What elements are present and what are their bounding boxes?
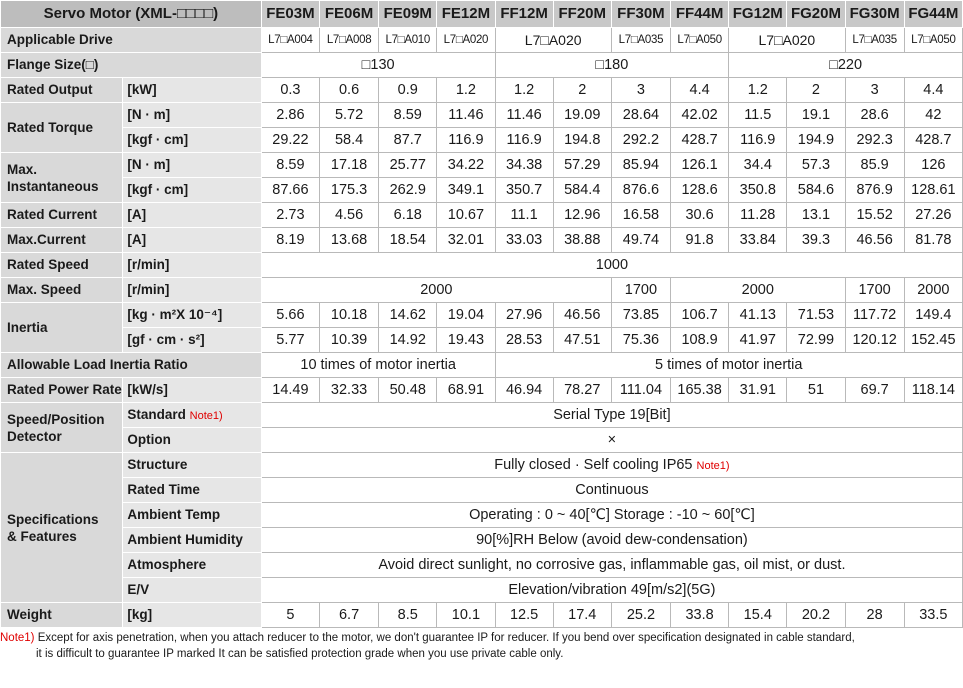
row-unit: [kW]: [123, 78, 261, 103]
cell: 6.18: [379, 203, 437, 228]
row-label: Rated Power Rate: [1, 378, 123, 403]
cell: 10.39: [319, 328, 378, 353]
row-inertia-kgm2: [1, 303, 963, 328]
cell: □180: [495, 53, 729, 78]
cell: 28.53: [495, 328, 553, 353]
model-header: FF30M: [611, 1, 670, 28]
row-label: [1, 403, 123, 453]
row-unit: [A]: [123, 203, 261, 228]
cell: 47.51: [553, 328, 611, 353]
row-max-instantaneous-kgfcm: [1, 178, 963, 203]
cell: 69.7: [845, 378, 904, 403]
cell: 428.7: [671, 128, 729, 153]
row-max-instantaneous-nm: [1, 153, 963, 178]
cell: L7□A010: [379, 28, 437, 53]
cell: 28.6: [845, 103, 904, 128]
cell: 14.62: [379, 303, 437, 328]
model-header: FF20M: [553, 1, 611, 28]
header-row: [1, 1, 963, 28]
cell: 20.2: [787, 603, 845, 628]
cell: 116.9: [729, 128, 787, 153]
cell: 194.9: [787, 128, 845, 153]
cell: 1.2: [437, 78, 495, 103]
cell: 19.09: [553, 103, 611, 128]
cell: 11.46: [495, 103, 553, 128]
cell: 8.59: [379, 103, 437, 128]
row-unit: [A]: [123, 228, 261, 253]
cell: 5: [261, 603, 319, 628]
cell: 46.56: [845, 228, 904, 253]
cell: L7□A020: [437, 28, 495, 53]
model-header: FE06M: [319, 1, 378, 28]
cell: 120.12: [845, 328, 904, 353]
model-header: FE03M: [261, 1, 319, 28]
row-detector-standard: [1, 403, 963, 428]
cell: L7□A050: [904, 28, 962, 53]
cell: 116.9: [495, 128, 553, 153]
row-rated-power-rate: [1, 378, 963, 403]
cell: 85.9: [845, 153, 904, 178]
cell: 2000: [261, 278, 611, 303]
row-ambient-humidity: [1, 528, 963, 553]
row-sublabel: E/V: [123, 578, 261, 603]
cell: 2000: [904, 278, 962, 303]
model-header: FF12M: [495, 1, 553, 28]
cell: 68.91: [437, 378, 495, 403]
row-label-line: & Features: [7, 528, 77, 544]
row-max-current: [1, 228, 963, 253]
row-label: [1, 453, 123, 603]
row-label-line: Speed/Position: [7, 411, 105, 427]
cell: 165.38: [671, 378, 729, 403]
cell: 3: [611, 78, 670, 103]
cell: L7□A035: [845, 28, 904, 53]
cell: 350.8: [729, 178, 787, 203]
sublabel-text: Standard: [127, 406, 186, 422]
note-marker: Note1): [0, 632, 35, 644]
cell: 8.5: [379, 603, 437, 628]
cell: 292.3: [845, 128, 904, 153]
cell: 14.49: [261, 378, 319, 403]
row-inertia-gfcms2: [1, 328, 963, 353]
cell: 8.19: [261, 228, 319, 253]
model-header: FG12M: [729, 1, 787, 28]
row-load-inertia-ratio: [1, 353, 963, 378]
row-sublabel: Ambient Humidity: [123, 528, 261, 553]
cell: 11.5: [729, 103, 787, 128]
row-rated-time: [1, 478, 963, 503]
cell: 5 times of motor inertia: [495, 353, 963, 378]
cell: 1700: [611, 278, 670, 303]
cell: 11.28: [729, 203, 787, 228]
cell: 10 times of motor inertia: [261, 353, 495, 378]
cell: 349.1: [437, 178, 495, 203]
cell: □130: [261, 53, 495, 78]
cell: 33.8: [671, 603, 729, 628]
cell: 0.6: [319, 78, 378, 103]
cell: 33.03: [495, 228, 553, 253]
row-sublabel: Option: [123, 428, 261, 453]
row-label-line: Specifications: [7, 511, 99, 527]
row-unit: [r/min]: [123, 278, 261, 303]
cell: 19.1: [787, 103, 845, 128]
footnote-text: Except for axis penetration, when you attach reducer to the motor, we don't guarantee IP for reducer. If you bend over specification designated in cable standard,: [37, 632, 855, 644]
cell: 111.04: [611, 378, 670, 403]
cell: 4.4: [904, 78, 962, 103]
cell: 57.3: [787, 153, 845, 178]
cell: 25.2: [611, 603, 670, 628]
cell-text: Fully closed · Self cooling IP65: [494, 456, 693, 473]
cell: 2000: [671, 278, 846, 303]
row-rated-torque-nm: [1, 103, 963, 128]
cell: 25.77: [379, 153, 437, 178]
cell: 41.13: [729, 303, 787, 328]
row-sublabel: [123, 403, 261, 428]
row-label: Rated Torque: [1, 103, 123, 153]
row-ambient-temp: [1, 503, 963, 528]
cell: 194.8: [553, 128, 611, 153]
row-unit: [N · m]: [123, 153, 261, 178]
cell: L7□A020: [495, 28, 611, 53]
cell: 128.61: [904, 178, 962, 203]
row-label: Weight: [1, 603, 123, 628]
cell: 17.4: [553, 603, 611, 628]
cell: 27.26: [904, 203, 962, 228]
cell: 584.6: [787, 178, 845, 203]
cell: 85.94: [611, 153, 670, 178]
cell: 118.14: [904, 378, 962, 403]
row-atmosphere: [1, 553, 963, 578]
cell: 18.54: [379, 228, 437, 253]
cell: 5.72: [319, 103, 378, 128]
row-applicable-drive: [1, 28, 963, 53]
row-label: Max.Current: [1, 228, 123, 253]
cell: 42: [904, 103, 962, 128]
cell: 39.3: [787, 228, 845, 253]
row-unit: [kgf · cm]: [123, 128, 261, 153]
cell: 29.22: [261, 128, 319, 153]
note-marker: Note1): [189, 409, 223, 422]
cell: 584.4: [553, 178, 611, 203]
row-sublabel: Rated Time: [123, 478, 261, 503]
row-weight: [1, 603, 963, 628]
cell: 4.56: [319, 203, 378, 228]
cell: 33.5: [904, 603, 962, 628]
cell: 10.1: [437, 603, 495, 628]
row-structure: [1, 453, 963, 478]
cell: 32.01: [437, 228, 495, 253]
model-header: FE09M: [379, 1, 437, 28]
row-label: Applicable Drive: [1, 28, 262, 53]
cell: 1.2: [729, 78, 787, 103]
cell: 128.6: [671, 178, 729, 203]
cell: 2: [787, 78, 845, 103]
cell: 57.29: [553, 153, 611, 178]
note-marker: Note1): [696, 459, 730, 472]
cell: 126: [904, 153, 962, 178]
row-rated-torque-kgfcm: [1, 128, 963, 153]
cell: Operating : 0 ~ 40[℃] Storage : -10 ~ 60[℃]: [261, 503, 962, 528]
cell: 8.59: [261, 153, 319, 178]
cell: 1000: [261, 253, 962, 278]
footnote-line: it is difficult to guarantee IP marked It can be satisfied protection grade when you use private cable only.: [36, 648, 564, 660]
cell: 75.36: [611, 328, 670, 353]
cell: 108.9: [671, 328, 729, 353]
cell: 2.73: [261, 203, 319, 228]
cell: 46.56: [553, 303, 611, 328]
cell: 11.1: [495, 203, 553, 228]
model-header: FF44M: [671, 1, 729, 28]
cell: L7□A004: [261, 28, 319, 53]
cell: 12.96: [553, 203, 611, 228]
cell: 14.92: [379, 328, 437, 353]
row-unit: [N · m]: [123, 103, 261, 128]
cell: 34.22: [437, 153, 495, 178]
row-sublabel: Ambient Temp: [123, 503, 261, 528]
cell: 5.77: [261, 328, 319, 353]
row-label-line: Instantaneous: [7, 178, 99, 194]
cell: 10.18: [319, 303, 378, 328]
cell: 87.7: [379, 128, 437, 153]
cell: 1700: [845, 278, 904, 303]
cell: 17.18: [319, 153, 378, 178]
row-sublabel: Structure: [123, 453, 261, 478]
row-label: Rated Output: [1, 78, 123, 103]
cell: 15.52: [845, 203, 904, 228]
cell: 73.85: [611, 303, 670, 328]
row-label: [1, 153, 123, 203]
row-label: Max. Speed: [1, 278, 123, 303]
cell: 27.96: [495, 303, 553, 328]
cell: 0.3: [261, 78, 319, 103]
cell: 1.2: [495, 78, 553, 103]
cell: Elevation/vibration 49[m/s2](5G): [261, 578, 962, 603]
cell: 58.4: [319, 128, 378, 153]
cell: 91.8: [671, 228, 729, 253]
row-unit: [r/min]: [123, 253, 261, 278]
cell: 116.9: [437, 128, 495, 153]
cell: 6.7: [319, 603, 378, 628]
cell: 19.04: [437, 303, 495, 328]
cell: 41.97: [729, 328, 787, 353]
cell: L7□A020: [729, 28, 845, 53]
cell: 34.4: [729, 153, 787, 178]
row-label: Rated Current: [1, 203, 123, 228]
cell: 428.7: [904, 128, 962, 153]
cell: 292.2: [611, 128, 670, 153]
cell: 350.7: [495, 178, 553, 203]
cell: 11.46: [437, 103, 495, 128]
row-unit: [kW/s]: [123, 378, 261, 403]
model-header: FG44M: [904, 1, 962, 28]
cell: 51: [787, 378, 845, 403]
cell: 31.91: [729, 378, 787, 403]
cell: 19.43: [437, 328, 495, 353]
model-header: FG20M: [787, 1, 845, 28]
row-rated-current: [1, 203, 963, 228]
cell: Serial Type 19[Bit]: [261, 403, 962, 428]
cell: 78.27: [553, 378, 611, 403]
cell: 15.4: [729, 603, 787, 628]
cell: 262.9: [379, 178, 437, 203]
row-label-line: Detector: [7, 428, 62, 444]
cell: 0.9: [379, 78, 437, 103]
footnote-line: [0, 630, 963, 646]
cell: 4.4: [671, 78, 729, 103]
cell: Continuous: [261, 478, 962, 503]
cell: 876.6: [611, 178, 670, 203]
row-ev: [1, 578, 963, 603]
cell: 3: [845, 78, 904, 103]
cell: 16.58: [611, 203, 670, 228]
model-header: FG30M: [845, 1, 904, 28]
row-unit: [kg · m²X 10⁻⁴]: [123, 303, 261, 328]
cell: 175.3: [319, 178, 378, 203]
cell: 106.7: [671, 303, 729, 328]
cell: 876.9: [845, 178, 904, 203]
model-header: FE12M: [437, 1, 495, 28]
cell: 42.02: [671, 103, 729, 128]
cell: 152.45: [904, 328, 962, 353]
cell: 50.48: [379, 378, 437, 403]
cell: ×: [261, 428, 962, 453]
cell: L7□A035: [611, 28, 670, 53]
cell: 49.74: [611, 228, 670, 253]
cell: 34.38: [495, 153, 553, 178]
cell: Avoid direct sunlight, no corrosive gas, inflammable gas, oil mist, or dust.: [261, 553, 962, 578]
row-unit: [kg]: [123, 603, 261, 628]
cell: 12.5: [495, 603, 553, 628]
cell: 117.72: [845, 303, 904, 328]
cell: 90[%]RH Below (avoid dew-condensation): [261, 528, 962, 553]
cell: [261, 453, 962, 478]
cell: 87.66: [261, 178, 319, 203]
row-label-line: Max.: [7, 161, 38, 177]
cell: 33.84: [729, 228, 787, 253]
cell: 10.67: [437, 203, 495, 228]
cell: 72.99: [787, 328, 845, 353]
row-label: Inertia: [1, 303, 123, 353]
row-label: Rated Speed: [1, 253, 123, 278]
row-detector-option: [1, 428, 963, 453]
cell: 28: [845, 603, 904, 628]
cell: 46.94: [495, 378, 553, 403]
cell: 149.4: [904, 303, 962, 328]
row-max-speed: [1, 278, 963, 303]
cell: 2.86: [261, 103, 319, 128]
cell: 126.1: [671, 153, 729, 178]
cell: L7□A008: [319, 28, 378, 53]
cell: 30.6: [671, 203, 729, 228]
row-rated-speed: [1, 253, 963, 278]
cell: L7□A050: [671, 28, 729, 53]
table-title: Servo Motor (XML-□□□□): [1, 1, 262, 28]
cell: 13.68: [319, 228, 378, 253]
row-unit: [gf · cm · s²]: [123, 328, 261, 353]
cell: 13.1: [787, 203, 845, 228]
row-rated-output: [1, 78, 963, 103]
cell: □220: [729, 53, 963, 78]
cell: 2: [553, 78, 611, 103]
row-label: Allowable Load Inertia Ratio: [1, 353, 262, 378]
row-flange-size: [1, 53, 963, 78]
cell: 32.33: [319, 378, 378, 403]
row-unit: [kgf · cm]: [123, 178, 261, 203]
cell: 81.78: [904, 228, 962, 253]
cell: 5.66: [261, 303, 319, 328]
cell: 38.88: [553, 228, 611, 253]
cell: 28.64: [611, 103, 670, 128]
footnote: [0, 628, 963, 662]
cell: 71.53: [787, 303, 845, 328]
row-sublabel: Atmosphere: [123, 553, 261, 578]
row-label: Flange Size(□): [1, 53, 262, 78]
